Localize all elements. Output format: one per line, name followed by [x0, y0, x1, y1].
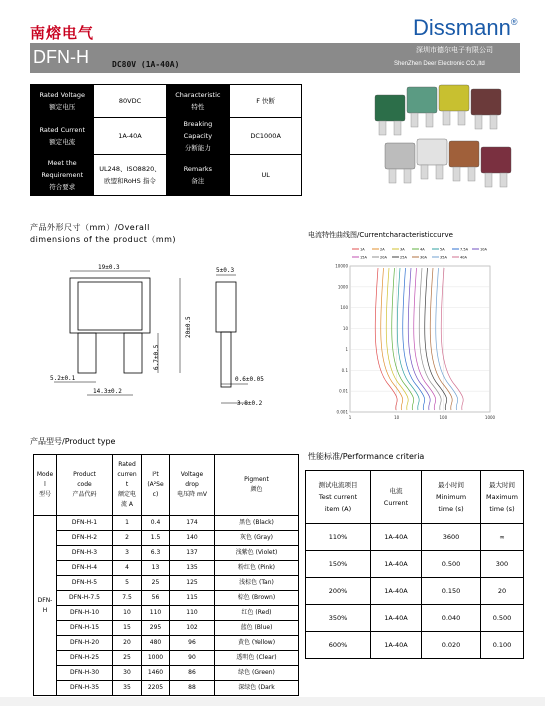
- fuse-front-body: [70, 278, 150, 333]
- company-name-en: ShenZhen Deer Electronic CO.,ltd: [394, 61, 485, 67]
- i2t-cell: 1460: [142, 666, 170, 681]
- y-tick-label: 10: [342, 326, 348, 332]
- model-name: DFN-H: [33, 47, 89, 67]
- pigment-cell: 棕色 (Brown): [215, 591, 299, 606]
- min-time-cell: 3600: [422, 524, 481, 551]
- pigment-cell: 蓝色 (Blue): [215, 621, 299, 636]
- x-tick-label: 100: [439, 415, 448, 420]
- spec-row: [31, 85, 302, 118]
- i2t-cell: 1000: [142, 651, 170, 666]
- type-table-row: [34, 546, 299, 561]
- pigment-cell: 黄色 (Yellow): [215, 636, 299, 651]
- dimensions-heading: 产品外形尺寸（mm）/Overall dimensions of the product（mm): [30, 223, 177, 244]
- dim-side-width: 5±0.3: [216, 267, 235, 274]
- viewer-toolbar-strip: [0, 697, 545, 706]
- brand-logo: [413, 15, 517, 41]
- brand-chinese-name: 南熔电气: [30, 24, 95, 42]
- product-code-cell: DFN-H-10: [57, 606, 113, 621]
- col-product-code: Product code 产品代码: [57, 455, 113, 516]
- pigment-cell: 浅紫色 (Violet): [215, 546, 299, 561]
- fuse-side-pin: [221, 332, 231, 387]
- type-table-row: [34, 516, 299, 531]
- legend-label: 7.5A: [460, 247, 468, 252]
- fuse-left-pin: [78, 333, 96, 373]
- product-code-cell: DFN-H-30: [57, 666, 113, 681]
- spec-row: [31, 118, 302, 155]
- col-model: Mode l 型号: [34, 455, 57, 516]
- legend-label: 4A: [420, 247, 425, 252]
- min-time-cell: 0.040: [422, 605, 481, 632]
- test-current-cell: 350%: [306, 605, 371, 632]
- col-i2t: I²t (A²Se c): [142, 455, 170, 516]
- legend-label: 35A: [440, 255, 447, 260]
- perf-table-row: [306, 524, 524, 551]
- y-tick-label: 1000: [337, 284, 348, 290]
- col-pigment: Pigment 颜色: [215, 455, 299, 516]
- company-name-cn: 深圳市德尔电子有限公司: [416, 46, 493, 54]
- voltage-drop-cell: 135: [170, 561, 215, 576]
- max-time-cell: 20: [481, 578, 524, 605]
- product-photo: [345, 83, 525, 198]
- rated-voltage-value: 80VDC: [94, 85, 166, 118]
- test-current-cell: 600%: [306, 632, 371, 659]
- col-min-time: 最小时间 Minimum time (s): [422, 471, 481, 524]
- fuse-front-window: [78, 282, 142, 330]
- col-current: 电流 Current: [371, 471, 422, 524]
- pigment-cell: 深绿色 (Dark: [215, 681, 299, 696]
- legend-label: 3A: [400, 247, 405, 252]
- pigment-cell: 绿色 (Green): [215, 666, 299, 681]
- rated-current-cell: 1: [113, 516, 142, 531]
- requirement-label: Meet the Requirement 符合要求: [31, 155, 94, 196]
- fuse-image: [385, 143, 415, 183]
- y-tick-label: 0.1: [341, 367, 348, 373]
- rated-current-cell: 35: [113, 681, 142, 696]
- performance-heading: 性能标准/Performance criteria: [308, 452, 425, 461]
- perf-table-header: [306, 471, 524, 524]
- voltage-drop-cell: 102: [170, 621, 215, 636]
- fuse-image: [439, 85, 469, 125]
- product-code-cell: DFN-H-5: [57, 576, 113, 591]
- type-table-row: [34, 651, 299, 666]
- fuse-side-body: [216, 282, 236, 332]
- legend-label: 15A: [360, 255, 367, 260]
- fuse-image: [375, 95, 405, 135]
- voltage-drop-cell: 125: [170, 576, 215, 591]
- remarks-label: Remarks 备注: [166, 155, 230, 196]
- legend-label: 25A: [400, 255, 407, 260]
- current-cell: 1A-40A: [371, 551, 422, 578]
- perf-table-row: [306, 605, 524, 632]
- test-current-cell: 110%: [306, 524, 371, 551]
- min-time-cell: 0.500: [422, 551, 481, 578]
- requirement-value: UL248、ISO8820、 欧盟和RoHS 指令: [94, 155, 166, 196]
- brand-logo-text: Dissmann: [413, 15, 511, 40]
- product-type-table: [33, 454, 299, 696]
- type-table-row: [34, 576, 299, 591]
- i2t-cell: 56: [142, 591, 170, 606]
- y-tick-label: 1: [345, 346, 348, 352]
- max-time-cell: 0.100: [481, 632, 524, 659]
- characteristic-curve: [330, 244, 495, 426]
- dim-thickness: 0.6±0.05: [235, 376, 264, 383]
- voltage-drop-cell: 96: [170, 636, 215, 651]
- col-voltage-drop: Voltage drop 电压降 mV: [170, 455, 215, 516]
- product-code-cell: DFN-H-3: [57, 546, 113, 561]
- type-table-header: [34, 455, 299, 516]
- product-code-cell: DFN-H-2: [57, 531, 113, 546]
- pigment-cell: 黑色 (Black): [215, 516, 299, 531]
- dim-pin-height: 6.7±0.5: [153, 344, 160, 370]
- dim-pin-spacing: 14.3±0.2: [93, 388, 122, 395]
- perf-table-row: [306, 632, 524, 659]
- y-tick-label: 10000: [335, 263, 348, 269]
- y-tick-label: 0.001: [336, 409, 348, 415]
- current-cell: 1A-40A: [371, 524, 422, 551]
- fuse-image: [471, 89, 501, 129]
- pigment-cell: 粉红色 (Pink): [215, 561, 299, 576]
- pigment-cell: 红色 (Red): [215, 606, 299, 621]
- i2t-cell: 13: [142, 561, 170, 576]
- max-time-cell: ∞: [481, 524, 524, 551]
- product-code-cell: DFN-H-1: [57, 516, 113, 531]
- spec-table: [30, 84, 302, 196]
- col-test-current: 测试电流项目 Test current item (A): [306, 471, 371, 524]
- dim-height: 20±0.5: [185, 316, 192, 338]
- remarks-value: UL: [230, 155, 302, 196]
- voltage-drop-cell: 90: [170, 651, 215, 666]
- test-current-cell: 150%: [306, 551, 371, 578]
- type-table-row: [34, 681, 299, 696]
- fuse-right-pin: [124, 333, 142, 373]
- rated-voltage-label: Rated Voltage 额定电压: [31, 85, 94, 118]
- col-max-time: 最大时间 Maximum time (s): [481, 471, 524, 524]
- fuse-image: [407, 87, 437, 127]
- breaking-capacity-value: DC1000A: [230, 118, 302, 155]
- voltage-drop-cell: 115: [170, 591, 215, 606]
- fuse-image: [449, 141, 479, 181]
- curve-heading: 电流特性曲线图/Currentcharacteristiccurve: [308, 231, 453, 239]
- legend-label: 2A: [380, 247, 385, 252]
- current-cell: 1A-40A: [371, 605, 422, 632]
- model-cell: DFN- H: [34, 516, 57, 696]
- legend-label: 30A: [420, 255, 427, 260]
- characteristic-label: Characteristic 特性: [166, 85, 230, 118]
- spec-row: [31, 155, 302, 196]
- product-code-cell: DFN-H-15: [57, 621, 113, 636]
- rated-current-cell: 3: [113, 546, 142, 561]
- max-time-cell: 0.500: [481, 605, 524, 632]
- pigment-cell: 透明色 (Clear): [215, 651, 299, 666]
- performance-table: [305, 470, 524, 659]
- max-time-cell: 300: [481, 551, 524, 578]
- y-tick-label: 100: [340, 305, 348, 311]
- legend-label: 40A: [460, 255, 467, 260]
- type-table-row: [34, 591, 299, 606]
- type-table-row: [34, 531, 299, 546]
- product-code-cell: DFN-H-20: [57, 636, 113, 651]
- legend-label: 20A: [380, 255, 387, 260]
- type-table-row: [34, 561, 299, 576]
- voltage-drop-cell: 140: [170, 531, 215, 546]
- rated-current-cell: 2: [113, 531, 142, 546]
- pigment-cell: 灰色 (Gray): [215, 531, 299, 546]
- i2t-cell: 1.5: [142, 531, 170, 546]
- type-table-row: [34, 636, 299, 651]
- fuse-image: [417, 139, 447, 179]
- type-table-row: [34, 606, 299, 621]
- dim-pin-width: 5.2±0.1: [50, 375, 76, 382]
- col-rated-current: Rated curren t 额定电 流 A: [113, 455, 142, 516]
- min-time-cell: 0.020: [422, 632, 481, 659]
- current-cell: 1A-40A: [371, 578, 422, 605]
- voltage-drop-cell: 86: [170, 666, 215, 681]
- fuse-image: [481, 147, 511, 187]
- i2t-cell: 2205: [142, 681, 170, 696]
- i2t-cell: 6.3: [142, 546, 170, 561]
- min-time-cell: 0.150: [422, 578, 481, 605]
- legend-label: 5A: [440, 247, 445, 252]
- rated-current-cell: 20: [113, 636, 142, 651]
- perf-table-row: [306, 578, 524, 605]
- registered-mark: ®: [510, 17, 518, 27]
- product-type-heading: 产品型号/Product type: [30, 437, 116, 446]
- voltage-drop-cell: 88: [170, 681, 215, 696]
- x-tick-label: 10: [394, 415, 400, 420]
- x-tick-label: 1: [348, 415, 352, 420]
- characteristic-value: F 快断: [230, 85, 302, 118]
- pigment-cell: 浅棕色 (Tan): [215, 576, 299, 591]
- rated-current-cell: 30: [113, 666, 142, 681]
- rating-text: DC80V (1A-40A): [112, 60, 180, 69]
- product-code-cell: DFN-H-35: [57, 681, 113, 696]
- x-tick-label: 1000: [484, 415, 495, 420]
- test-current-cell: 200%: [306, 578, 371, 605]
- i2t-cell: 0.4: [142, 516, 170, 531]
- dimension-drawing: [30, 258, 280, 413]
- rated-current-cell: 7.5: [113, 591, 142, 606]
- rated-current-cell: 25: [113, 651, 142, 666]
- breaking-capacity-label: Breaking Capacity 分断能力: [166, 118, 230, 155]
- voltage-drop-cell: 110: [170, 606, 215, 621]
- i2t-cell: 25: [142, 576, 170, 591]
- dim-side-bottom: 3.8±0.2: [237, 400, 263, 407]
- voltage-drop-cell: 174: [170, 516, 215, 531]
- y-tick-label: 0.01: [339, 388, 348, 394]
- legend-label: 10A: [480, 247, 487, 252]
- i2t-cell: 295: [142, 621, 170, 636]
- perf-table-row: [306, 551, 524, 578]
- type-table-row: [34, 666, 299, 681]
- rated-current-cell: 5: [113, 576, 142, 591]
- rated-current-cell: 4: [113, 561, 142, 576]
- product-code-cell: DFN-H-7.5: [57, 591, 113, 606]
- rated-current-cell: 10: [113, 606, 142, 621]
- rated-current-cell: 15: [113, 621, 142, 636]
- voltage-drop-cell: 137: [170, 546, 215, 561]
- product-code-cell: DFN-H-25: [57, 651, 113, 666]
- legend-label: 1A: [360, 247, 365, 252]
- current-cell: 1A-40A: [371, 632, 422, 659]
- rated-current-label: Rated Current 额定电流: [31, 118, 94, 155]
- product-code-cell: DFN-H-4: [57, 561, 113, 576]
- i2t-cell: 110: [142, 606, 170, 621]
- type-table-row: [34, 621, 299, 636]
- rated-current-value: 1A-40A: [94, 118, 166, 155]
- dim-width: 19±0.3: [98, 264, 120, 271]
- i2t-cell: 480: [142, 636, 170, 651]
